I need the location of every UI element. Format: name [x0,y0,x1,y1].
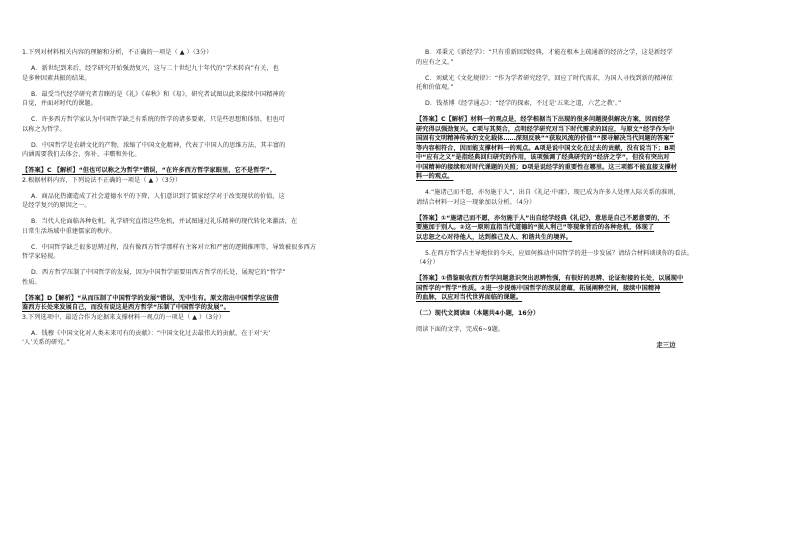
answer-text: 等内容相符合，因而能支撑材料一的观点。A项是说中国文化在过去的贡献，没有说当下；B项 [416,144,676,152]
text-line: ‘人’关系的研究。” [22,339,70,346]
answer-text: 研究得以强劲复兴。C项与其契合，点明经学研究对当下时代需求的回应，与原文“经学作为中 [416,125,675,133]
text-line: 请结合材料一对这一现象加以分析。（4分） [416,198,536,206]
answer-text: 鉴西方长处来发展自己，而没有说这是西方哲学“压制了中国哲学的发展”。 [22,304,230,311]
answer-line [416,233,776,243]
text-line: 以称之为哲学。 [22,125,66,133]
text-line: B．最受当代经学研究者青睐的是《礼》《春秋》和《易》，研究者试图以此来接续中国精神的 [31,90,285,98]
text-line: 内涵需要我们去体会、弥补、丰赡和外化。 [22,151,141,158]
answer-text: 【答案】①“施诸己而不愿，亦勿施于人”出自经学经典《礼记》，意思是自己不愿意要的，不 [416,214,670,222]
text-line: 1.下列对材料相关内容的理解和分析，不正确的一项是（ ▲ ）（3分） [22,49,213,56]
text-line: 日常生活场域中重建儒家的秩序。 [22,227,116,235]
text-line: 是经学复兴的原因之一。 [22,202,91,209]
answer-line [416,144,776,154]
answer-line: （二）现代文阅读Ⅱ（本题共4小题，16分） [416,310,540,317]
text-line: D．中国哲学是农耕文化的产物，浓缩了中国文化精神，代表了中国人的思维方法，其丰富的 [31,141,286,149]
text-line: B．邓秉元《新经学》：“只有重新回到经典，才能在根本上疏通新的经济之学，这是新经学 [425,49,673,56]
answer-line [416,163,776,173]
text-line: C．中国哲学缺乏很多思辨过程，没有像西方哲学那样有主客对立和严密的逻辑推理等，导致被很多西方 [31,243,317,251]
answer-text: 【答案】D【解析】“从而压制了中国哲学的发展”错误，无中生有。原文指出中国哲学应该借 [22,294,279,302]
answer-line [416,134,776,144]
answer-text: 国哲学的“哲学”性质。②进一步提炼中国哲学的深层意蕴，拓展阐释空间，接续中国精神 [416,284,661,292]
text-line: 自觉，并面对时代的课题。 [22,100,97,107]
answer-text: 中“应有之义”是指经典回归研究的作用，该项强调了经典研究的“经济之学”，但没有突出对 [416,154,670,161]
answer-line [22,294,394,304]
text-line: 哲学家轻视。 [22,253,60,260]
answer-line [416,293,776,303]
text-line: 5.在西方哲学占主导地位的今天，应如何推动中国哲学的进一步发展？请结合材料谈谈你的看法。 [425,249,693,257]
left-column [22,48,394,348]
text-line: 4.“施诸己而不愿，亦勿施于人”，出自《礼记·中庸》，现已成为许多人处理人际关系的准则， [425,189,680,196]
text-line: A．新世纪到来后，经学研究开始强劲复兴，这与二十世纪九十年代的“学术转向”有关，也 [31,65,279,72]
answer-text: 【答案】C 【解析】“但也可以称之为哲学”错误，“在许多西方哲学家眼里，它不是哲学”。 [22,167,277,174]
text-line: C．刘斌光《文化规律》：“作为学者研究经学，回应了时代需求，为国人寻找到新的精神依 [425,74,673,82]
answer-line [416,153,776,163]
answer-text: 中国精神的接续和对时代课题的关照；D项是说经学的重要性在哪里。这三项都不能直接支撑材 [416,163,677,171]
passage-title: 走三边 [656,341,676,349]
answer-line [22,166,394,176]
answer-line [416,214,776,224]
answer-line [416,284,776,294]
answer-line [416,172,776,182]
answer-text: 【答案】C【解析】材料一的观点是，经学根据当下出现的很多问题提供解决方案，因而经学 [416,116,671,123]
text-line: D．钱基博《经学通志》：“经学的探索，不过是‘五来之道，六艺之教’。” [425,100,622,107]
text-line: C．许多西方哲学家认为中国哲学缺乏有系统的哲学的诸多要素，只是些思想和体悟，但也可 [31,116,285,123]
right-column [416,48,776,351]
answer-text: 【答案】①借鉴吸收西方哲学问题意识突出思辨性强，有很好的思辨、论证衔接的长处，以展现中 [416,275,684,282]
text-line: 是多种因素共振的结果。 [22,74,91,82]
text-line: （4分） [416,259,439,266]
text-line: A．商品化热潮造成了社会道德水平的下降，人们意识到了儒家经学对于改变现状的价值，这 [31,192,285,200]
answer-text: 的血脉，以应对当代世界面临的课题。 [416,294,523,301]
text-line: A．钱穆《中国文化对人类未来可有的贡献》：“中国文化过去最伟大的贡献，在于对‘天’ [31,329,271,337]
answer-text: 国固有文明精神传承的文化载体……深刻反映”“获取风流的价值”“探寻解决当代问题的答案” [416,135,674,142]
text-line: 性质。 [22,278,41,286]
answer-line [416,274,776,284]
text-line: D．西方哲学压制了中国哲学的发展，因为中国哲学需要用西方哲学的长处，展现它的“哲学” [31,269,286,276]
answer-line [22,303,394,313]
answer-line [416,125,776,135]
answer-text: 以忠恕之心对待他人，达到推己及人、和谐共生的境界。 [416,233,572,241]
answer-line [416,223,776,233]
answer-text: 要施加于别人。②这一原则直指当代道德的“损人利己”等现象背后的各种危机，体现了 [416,224,655,231]
answer-line [416,115,776,125]
answer-text: 料一的观点。 [416,173,454,180]
text-line: B．当代人伦面临各种危机，礼学研究直指这些危机，并试图通过礼乐精神的现代转化来激活，在 [31,218,298,225]
text-line: 2.根据材料内容，下列说法不正确的一项是（ ▲ ）（3分） [22,176,182,184]
text-line: 托和价值观。” [416,84,454,91]
text-line: 阅读下面的文字，完成6~9题。 [416,326,505,333]
text-line: 3.下列选项中，最适合作为论据来支撑材料一观点的一项是（ ▲ ）（3分） [22,313,225,321]
text-line: 的应有之义。” [416,58,454,66]
